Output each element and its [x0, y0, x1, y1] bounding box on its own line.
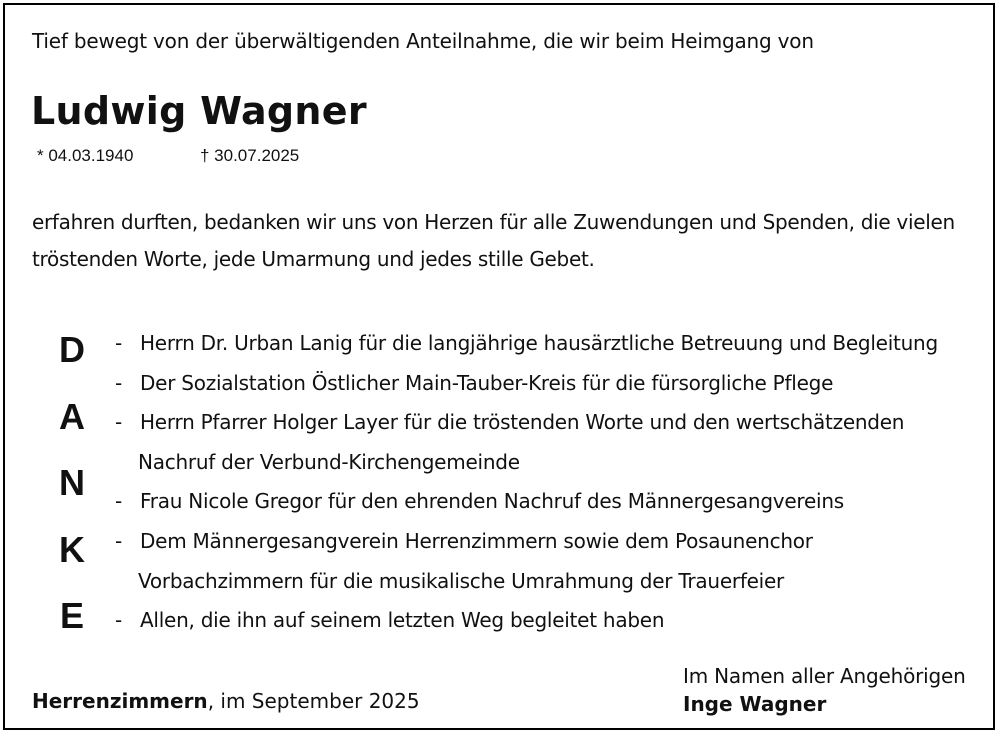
- intro-text: Tief bewegt von der überwältigenden Anteilnahme, die wir beim Heimgang von: [32, 29, 814, 53]
- place-date: [32, 689, 420, 713]
- thanks-item: Herrn Dr. Urban Lanig für die langjährige hausärztliche Betreuung und Begleitung: [140, 331, 938, 355]
- list-dash: -: [115, 489, 122, 513]
- danke-letter-n: N: [59, 462, 85, 503]
- list-dash: -: [115, 410, 122, 434]
- body-line-2: tröstenden Worte, jede Umarmung und jedes stille Gebet.: [32, 247, 595, 271]
- list-dash: -: [115, 529, 122, 553]
- thanks-item-continuation: Vorbachzimmern für die musikalische Umrahmung der Trauerfeier: [138, 569, 785, 593]
- thanks-item-continuation: Nachruf der Verbund-Kirchengemeinde: [138, 450, 520, 474]
- thanks-item: Dem Männergesangverein Herrenzimmern sowie dem Posaunenchor: [140, 529, 813, 553]
- death-date: † 30.07.2025: [200, 146, 300, 165]
- birth-date: * 04.03.1940: [37, 146, 134, 165]
- deceased-name: Ludwig Wagner: [31, 89, 367, 133]
- body-line-1: erfahren durften, bedanken wir uns von Herzen für alle Zuwendungen und Spenden, die vielen: [32, 210, 955, 234]
- thanks-item: Frau Nicole Gregor für den ehrenden Nachruf des Männergesangvereins: [140, 489, 844, 513]
- list-dash: -: [115, 608, 122, 632]
- thanks-item: Der Sozialstation Östlicher Main-Tauber-Kreis für die fürsorgliche Pflege: [140, 371, 834, 395]
- danke-letter-d: D: [59, 329, 85, 370]
- obituary-card: [3, 3, 995, 730]
- place-name: Herrenzimmern: [32, 689, 208, 713]
- danke-letter-a: A: [59, 396, 85, 437]
- danke-letter-k: K: [59, 529, 85, 570]
- list-dash: -: [115, 331, 122, 355]
- date-text: , im September 2025: [207, 689, 420, 713]
- signer-name: Inge Wagner: [683, 692, 827, 716]
- thanks-item: Allen, die ihn auf seinem letzten Weg begleitet haben: [140, 608, 665, 632]
- signature-line: Im Namen aller Angehörigen: [683, 664, 966, 688]
- thanks-item: Herrn Pfarrer Holger Layer für die tröstenden Worte und den wertschätzenden: [140, 410, 905, 434]
- list-dash: -: [115, 371, 122, 395]
- danke-letter-e: E: [59, 595, 84, 636]
